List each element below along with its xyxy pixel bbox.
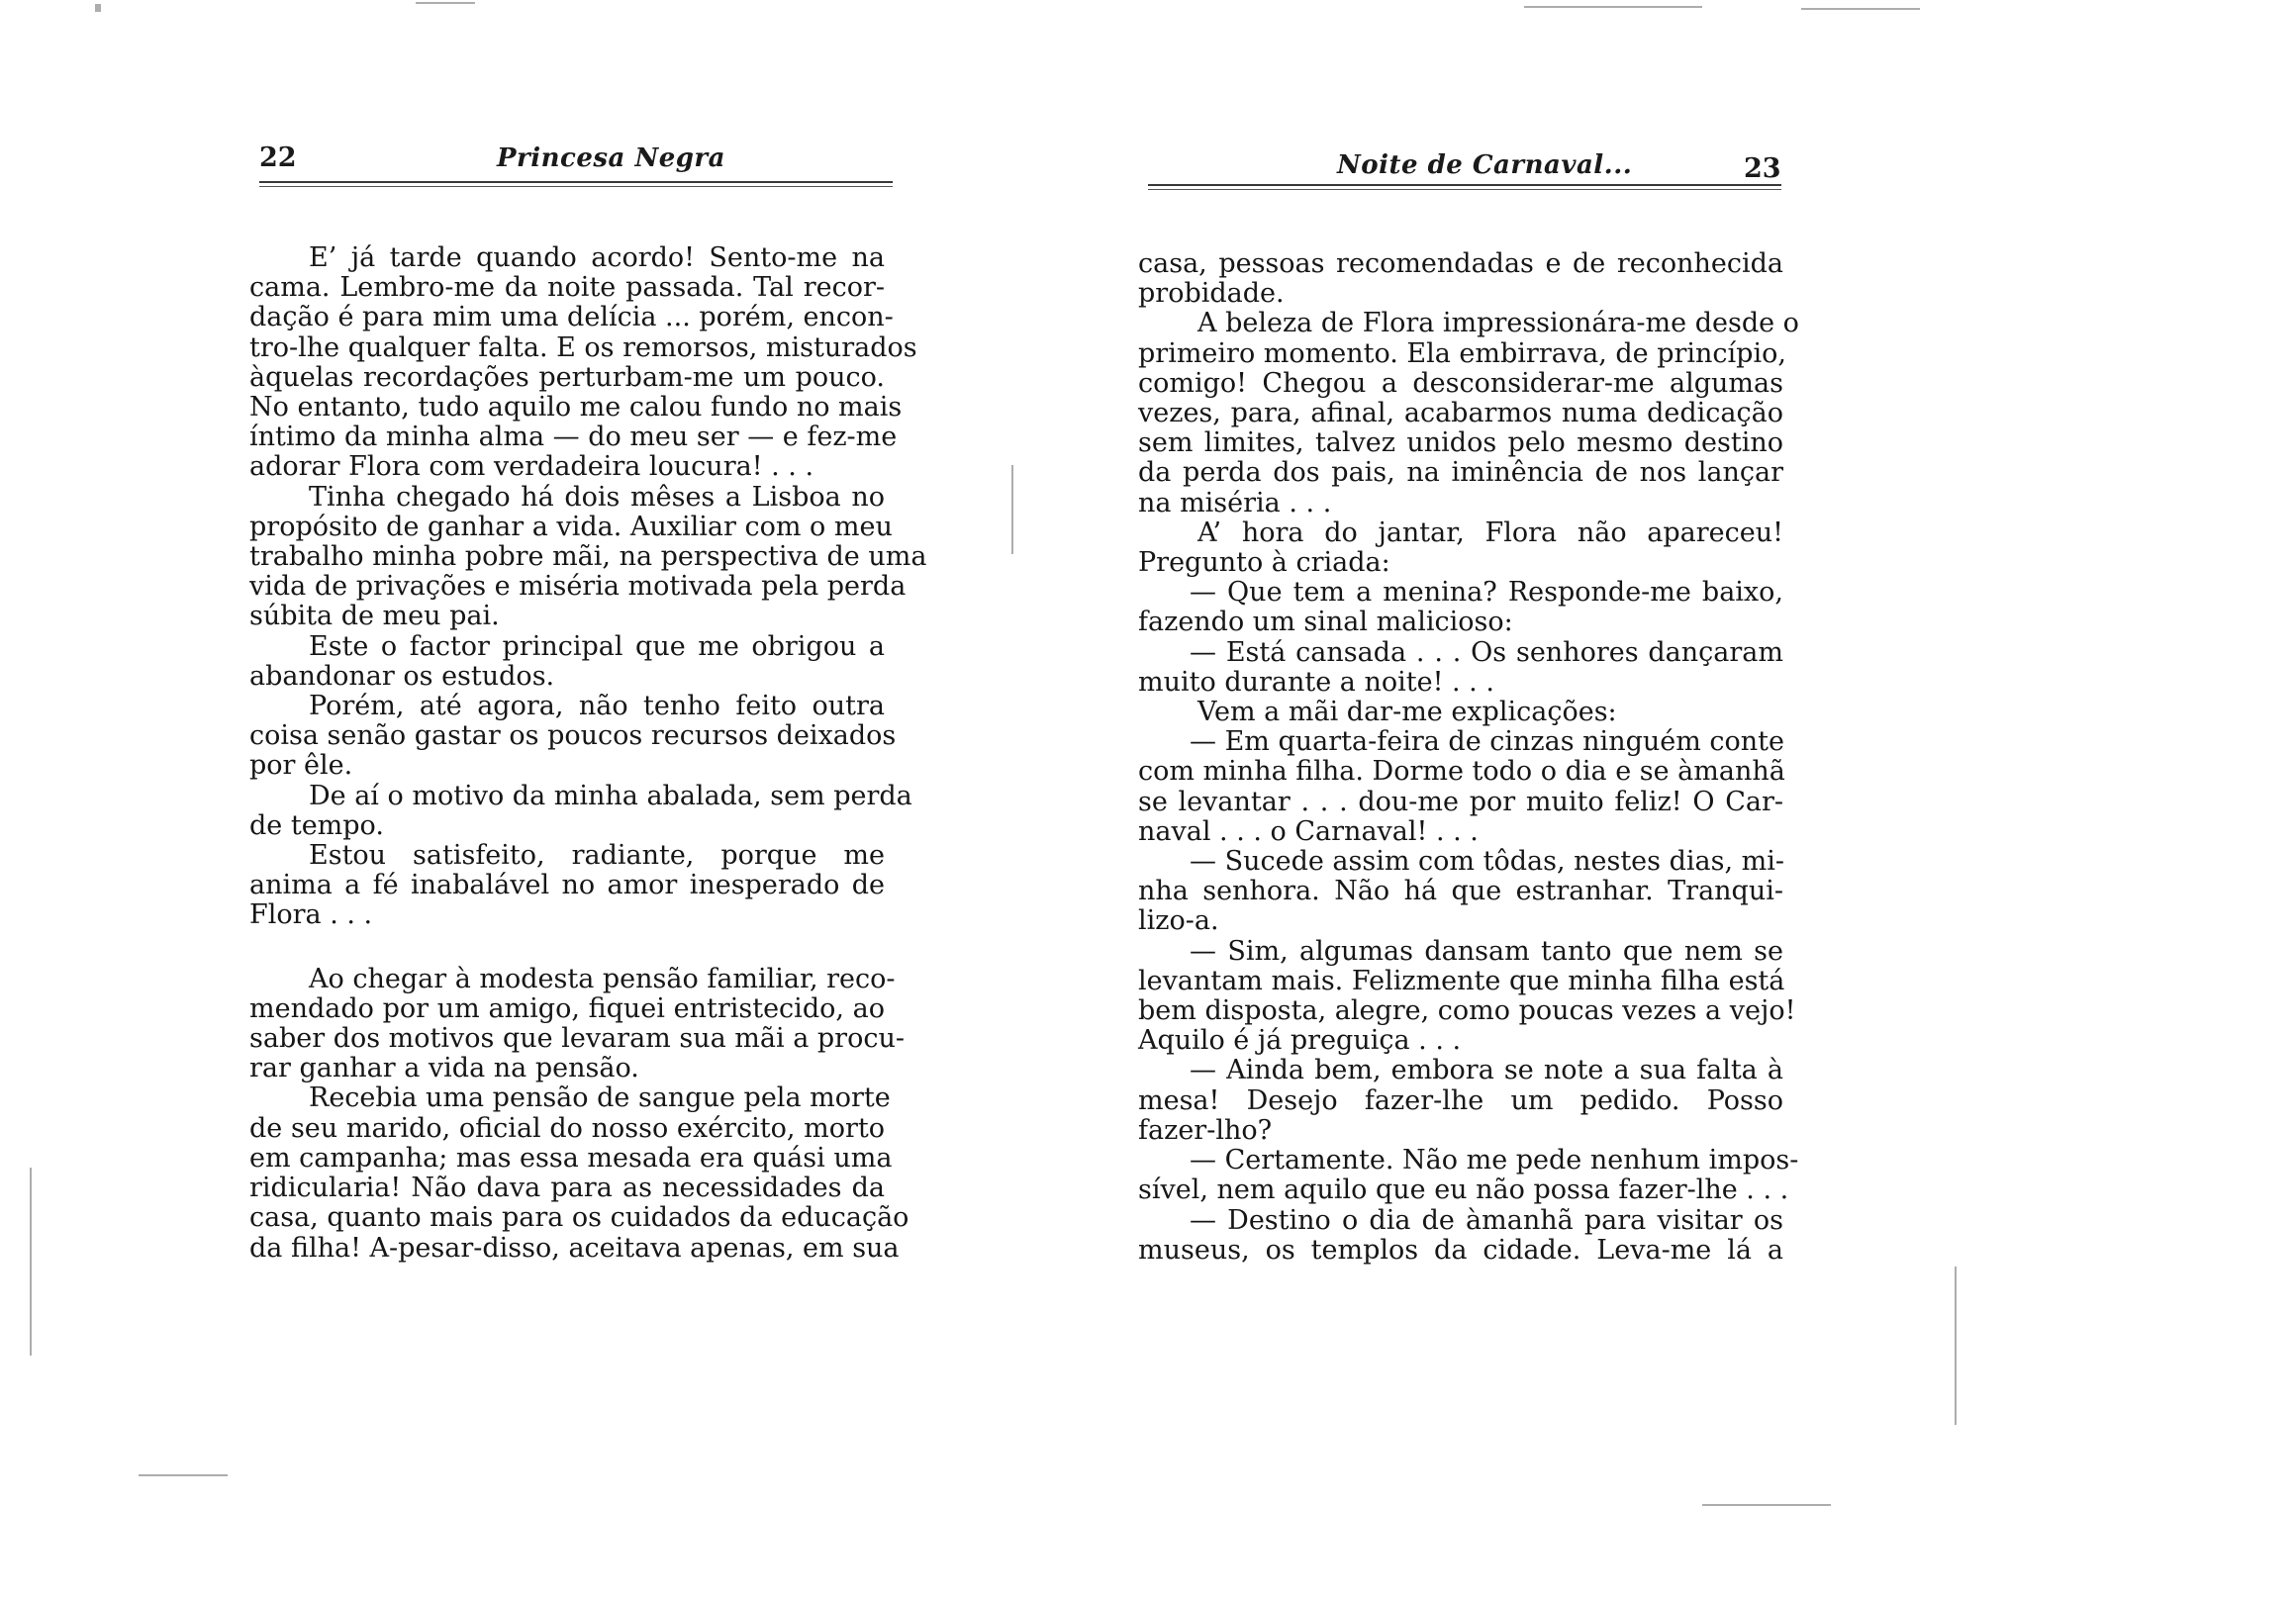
text-line: — Em quarta-feira de cinzas ninguém conte [1190,726,1785,758]
text-line: Aquilo é já preguiça . . . [1138,1025,1462,1057]
text-line: No entanto, tudo aquilo me calou fundo no mais [249,392,903,423]
text-line: por êle. [249,750,353,782]
text-line: mesa! Desejo fazer-lhe um pedido. Posso [1138,1084,1783,1116]
text-line: Ao chegar à modesta pensão familiar, reco- [309,963,896,994]
text-line: E’ já tarde quando acordo! Sento-me na [309,242,885,273]
right-page-number: 23 [1744,153,1781,184]
text-line: coisa senão gastar os poucos recursos deixados [249,720,897,752]
text-line: primeiro momento. Ela embirrava, de princípio, [1138,337,1786,369]
left-body-text [249,242,927,1264]
text-line: bem disposta, alegre, como poucas vezes a vejo! [1138,995,1796,1027]
text-line: nha senhora. Não há que estranhar. Tranqui- [1138,876,1783,907]
text-line: — Ainda bem, embora se note a sua falta à [1190,1055,1783,1086]
text-line: rar ganhar a vida na pensão. [249,1053,639,1084]
text-line: Flora . . . [249,899,373,931]
text-line: na miséria . . . [1138,487,1332,518]
text-line: — Sucede assim com tôdas, nestes dias, mi- [1190,846,1785,878]
text-line: naval . . . o Carnaval! . . . [1138,815,1479,847]
text-line: De aí o motivo da minha abalada, sem perda [309,780,912,811]
text-line: casa, quanto mais para os cuidados da educação [249,1202,909,1234]
left-running-title: Princesa Negra [497,143,725,173]
text-line: vida de privações e miséria motivada pela perda [249,571,907,603]
left-header-rule-second [259,186,893,187]
text-line: vezes, para, afinal, acabarmos numa dedicação [1138,398,1783,429]
text-line: lizo-a. [1138,905,1219,937]
text-line: A beleza de Flora impressionára-me desde o [1197,308,1799,339]
text-line: em campanha; mas essa mesada era quási uma [249,1142,893,1174]
text-line: mendado por um amigo, fiquei entristecido, ao [249,992,885,1024]
text-line: Porém, até agora, não tenho feito outra [309,691,885,722]
scan-speck [30,1168,32,1356]
text-line: propósito de ganhar a vida. Auxiliar com o meu [249,511,893,542]
right-body-text [1138,248,1799,1266]
text-line: Estou satisfeito, radiante, porque me [309,840,885,872]
text-line: muito durante a noite! . . . [1138,666,1494,698]
text-line: fazendo um sinal malicioso: [1138,607,1513,638]
text-line: — Certamente. Não me pede nenhum impos- [1190,1145,1799,1176]
right-header-rule-second [1148,189,1781,190]
text-line: A’ hora do jantar, Flora não apareceu! [1197,517,1783,548]
text-line: Vem a mãi dar-me explicações: [1197,697,1617,728]
text-line: sem limites, talvez unidos pelo mesmo destino [1138,427,1783,459]
text-line: adorar Flora com verdadeira loucura! . . . [249,451,814,483]
text-line: museus, os templos da cidade. Leva-me lá a [1138,1234,1783,1266]
right-header-rule [1148,184,1781,186]
text-line: casa, pessoas recomendadas e de reconhecida [1138,248,1783,279]
scan-speck [139,1474,228,1476]
text-line: Recebia uma pensão de sangue pela morte [309,1082,891,1114]
text-line: probidade. [1138,278,1285,310]
text-line: saber dos motivos que levaram sua mãi a procu- [249,1023,905,1055]
scan-speck [1011,465,1013,554]
section-break [249,931,885,965]
text-line: àquelas recordações perturbam-me um pouco. [249,361,885,393]
text-line: Pregunto à criada: [1138,547,1390,579]
text-line: — Sim, algumas dansam tanto que nem se [1190,935,1783,967]
text-line: tro-lhe qualquer falta. E os remorsos, misturados [249,331,917,363]
scan-speck [1955,1267,1957,1425]
text-line: — Está cansada . . . Os senhores dançaram [1190,636,1783,668]
text-line: Tinha chegado há dois mêses a Lisboa no [309,481,885,513]
text-line: súbita de meu pai. [249,601,500,632]
text-line: comigo! Chegou a desconsiderar-me algumas [1138,367,1783,399]
text-line: — Que tem a menina? Responde-me baixo, [1190,577,1783,609]
text-line: anima a fé inabalável no amor inesperado de [249,870,885,901]
text-line: dação é para mim uma delícia ... porém, encon- [249,302,894,333]
right-page [1138,0,2296,1599]
text-line: Este o factor principal que me obrigou a [309,630,885,662]
scan-speck [95,4,101,12]
scan-speck [1524,6,1702,8]
scan-speck [1801,8,1920,10]
text-line: com minha filha. Dorme todo o dia e se àmanhã [1138,756,1785,788]
text-line: — Destino o dia de àmanhã para visitar os [1190,1204,1783,1236]
text-line: levantam mais. Felizmente que minha filha está [1138,965,1785,996]
text-line: abandonar os estudos. [249,660,555,692]
text-line: cama. Lembro-me da noite passada. Tal recor- [249,272,885,304]
text-line: ridicularia! Não dava para as necessidades da [249,1173,885,1204]
text-line: trabalho minha pobre mãi, na perspectiva de uma [249,541,927,573]
scan-speck [416,2,475,4]
left-page-number: 22 [259,142,297,173]
text-line: fazer-lho? [1138,1114,1273,1146]
text-line: sível, nem aquilo que eu não possa fazer-lhe . . . [1138,1175,1789,1206]
text-line: da filha! A-pesar-disso, aceitava apenas, em sua [249,1232,900,1264]
text-line: de seu marido, oficial do nosso exército, morto [249,1112,885,1144]
text-line: de tempo. [249,809,384,841]
text-line: íntimo da minha alma — do meu ser — e fez-me [249,422,898,453]
text-line: se levantar . . . dou-me por muito feliz! O Car- [1138,786,1783,817]
right-running-title: Noite de Carnaval... [1337,150,1633,180]
text-line: da perda dos pais, na iminência de nos lançar [1138,457,1783,489]
scan-speck [1702,1504,1831,1506]
left-header-rule [259,181,893,183]
